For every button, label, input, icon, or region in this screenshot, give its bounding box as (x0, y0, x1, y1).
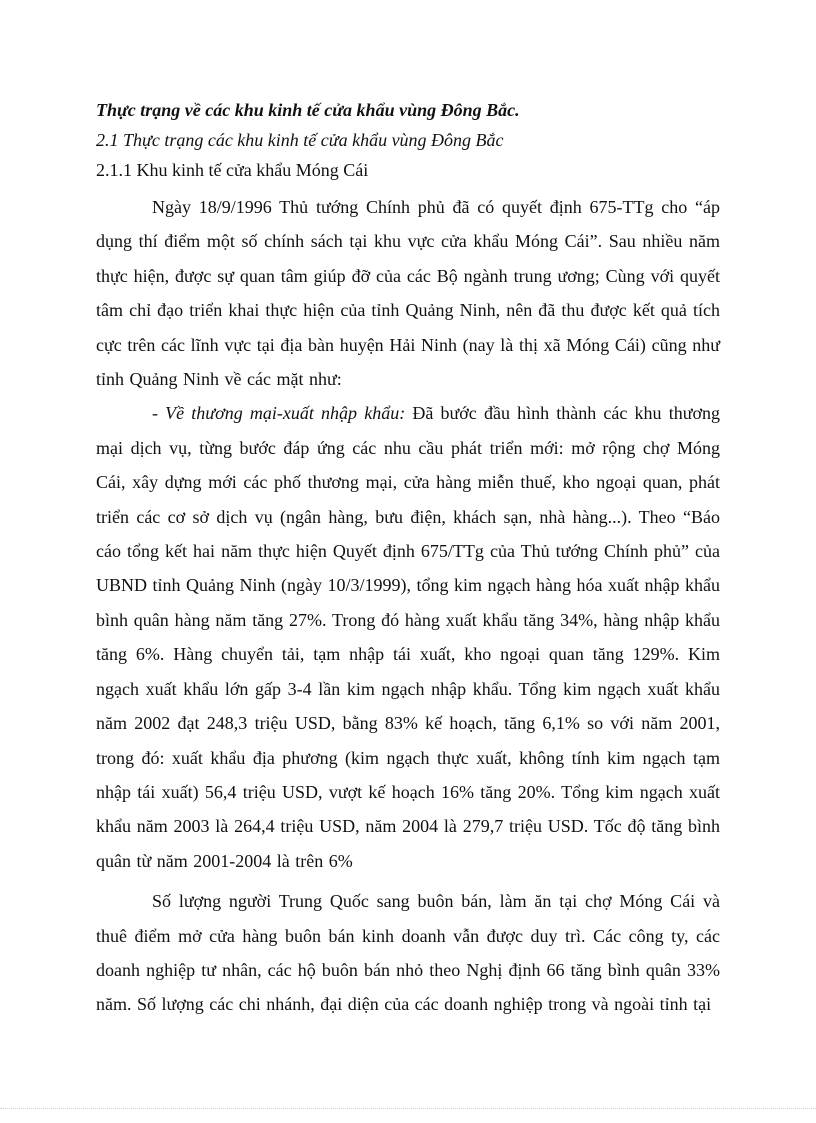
paragraph-decision-675: Ngày 18/9/1996 Thủ tướng Chính phủ đã có quyết định 675-TTg cho “áp dụng thí điểm một số chính sách tại khu vực cửa khẩu Móng Cái”. Sau nhiều năm thực hiện, được sự quan tâm giúp đỡ của các Bộ ngành trung ương; Cùng với quyết tâm chỉ đạo triển khai thực hiện của tỉnh Quảng Ninh, nên đã thu được kết quả tích cực trên các lĩnh vực tại địa bàn huyện Hải Ninh (nay là thị xã Móng Cái) cũng như tỉnh Quảng Ninh về các mặt như: (96, 197, 720, 390)
paragraph-trade-export (96, 396, 720, 878)
subsection-heading: 2.1.1 Khu kinh tế cửa khẩu Móng Cái (96, 160, 369, 180)
page-bottom-border (0, 1108, 816, 1109)
paragraph-lead-label: - Về thương mại-xuất nhập khẩu: (152, 403, 406, 424)
paragraph-trade-body: Đã bước đầu hình thành các khu thương mại dịch vụ, từng bước đáp ứng các nhu cầu phát triển mới: mở rộng chợ Móng Cái, xây dựng mới các phố thương mại, cửa hàng miễn thuế, kho ngoại quan, phát triển các cơ sở dịch vụ (ngân hàng, bưu điện, khách sạn, nhà hàng...). Theo “Báo cáo tổng kết hai năm thực hiện Quyết định 675/TTg của Thủ tướng Chính phủ” của UBND tỉnh Quảng Ninh (ngày 10/3/1999), tổng kim ngạch hàng hóa xuất nhập khẩu bình quân hàng năm tăng 27%. Trong đó hàng xuất khẩu tăng 34%, hàng nhập khẩu tăng 6%. Hàng chuyển tải, tạm nhập tái xuất, kho ngoại quan tăng 129%. Kim ngạch xuất khẩu lớn gấp 3-4 lần kim ngạch nhập khẩu. Tổng kim ngạch xuất khẩu năm 2002 đạt 248,3 triệu USD, bằng 83% kế hoạch, tăng 6,1% so với năm 2001, trong đó: xuất khẩu địa phương (kim ngạch thực xuất, không tính kim ngạch tạm nhập tái xuất) 56,4 triệu USD, vượt kế hoạch 16% tăng 20%. Tổng kim ngạch xuất khẩu năm 2003 là 264,4 triệu USD, năm 2004 là 279,7 triệu USD. Tốc độ tăng bình quân từ năm 2001-2004 là trên 6% (96, 403, 720, 871)
document-body (96, 100, 720, 1022)
section-heading: 2.1 Thực trạng các khu kinh tế cửa khẩu vùng Đông Bắc (96, 130, 504, 150)
paragraph-chinese-traders: Số lượng người Trung Quốc sang buôn bán, làm ăn tại chợ Móng Cái và thuê điểm mở cửa hàng buôn bán kinh doanh vẫn được duy trì. Các công ty, các doanh nghiệp tư nhân, các hộ buôn bán nhỏ theo Nghị định 66 tăng bình quân 33% năm. Số lượng các chi nhánh, đại diện của các doanh nghiệp trong và ngoài tỉnh tại (96, 891, 720, 1015)
main-heading: Thực trạng về các khu kinh tế cửa khẩu vùng Đông Bắc. (96, 100, 520, 120)
